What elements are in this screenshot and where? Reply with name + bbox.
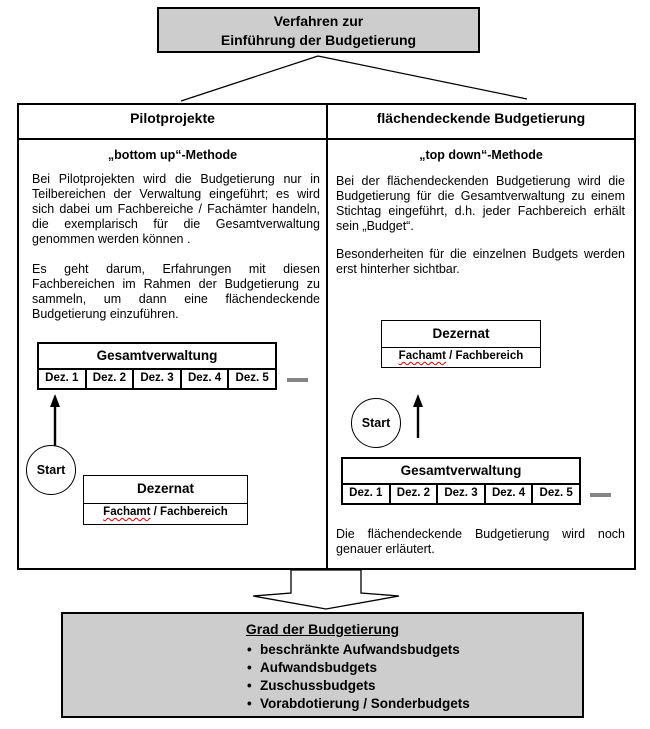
budget-grade-box xyxy=(61,612,584,718)
left-method-title: „bottom up“-Methode xyxy=(107,148,238,162)
table-cell-dez4: Dez. 4 xyxy=(486,485,534,503)
title-line-1: Verfahren zur xyxy=(273,13,364,29)
table-cell-dez5: Dez. 5 xyxy=(539,487,573,499)
misspelled-word: Fachamt xyxy=(398,350,446,362)
right-org-table xyxy=(341,457,581,505)
right-column-body xyxy=(328,140,634,568)
up-arrow-icon xyxy=(410,394,426,440)
gray-dash xyxy=(590,493,611,497)
right-paragraph-1: Bei der flächendeckenden Budgetierung wird die Budgetierung für die Gesamtverwaltung zu einem Stichtag eingeführt, d.h. jeder Fachbereich erhält sein „Budget“. xyxy=(336,174,625,233)
right-footer-note: Die flächendeckende Budgetierung wird noch genauer erläutert. xyxy=(336,527,625,556)
table-cell-dez4: Dez. 4 xyxy=(182,370,230,388)
table-cell-dez2: Dez. 2 xyxy=(391,485,439,503)
branch-connector-lines xyxy=(0,0,650,105)
column-pilotprojekte xyxy=(19,105,328,568)
left-column-header: Pilotprojekte xyxy=(19,105,326,140)
right-paragraph-2: Besonderheiten für die einzelnen Budgets werden erst hinterher sichtbar. xyxy=(336,247,625,276)
dezernat-subtitle xyxy=(382,348,540,362)
down-block-arrow-icon xyxy=(240,570,410,612)
budget-grade-item: • Aufwandsbudgets xyxy=(247,659,582,677)
right-method-title: „top down“-Methode xyxy=(419,148,543,162)
dezernat-title: Dezernat xyxy=(382,321,540,348)
dezernat-title: Dezernat xyxy=(84,476,247,504)
start-label: Start xyxy=(36,463,66,477)
left-column-body xyxy=(19,140,326,568)
left-org-table-cells xyxy=(39,370,275,388)
column-flaechendeckend xyxy=(328,105,634,568)
misspelled-word: Fachamt xyxy=(103,506,151,518)
budget-grade-title: Grad der Budgetierung xyxy=(245,621,400,637)
table-cell-dez3: Dez. 3 xyxy=(134,370,182,388)
gray-dash xyxy=(287,378,308,382)
right-org-table-cells xyxy=(343,485,579,503)
table-cell-dez5: Dez. 5 xyxy=(235,372,269,384)
dezernat-subtitle xyxy=(84,504,247,518)
left-paragraph-2: Es geht darum, Erfahrungen mit diesen Fachbereichen im Rahmen der Budgetierung zu sammeln, um dann eine flächendeckende Budgetierung einzuführen. xyxy=(32,262,320,321)
left-org-table xyxy=(37,342,277,390)
subtitle-rest: / Fachbereich xyxy=(445,350,524,362)
budget-grade-item: • beschränkte Aufwandsbudgets xyxy=(247,641,582,659)
start-circle xyxy=(351,398,401,448)
table-cell-dez2: Dez. 2 xyxy=(87,370,135,388)
budget-grade-list xyxy=(247,641,582,713)
budget-grade-item: • Vorabdotierung / Sonderbudgets xyxy=(247,695,582,713)
budget-grade-item: • Zuschussbudgets xyxy=(247,677,582,695)
right-dezernat-box xyxy=(381,320,541,368)
left-dezernat-box xyxy=(83,475,248,525)
start-label: Start xyxy=(361,416,391,430)
right-column-header: flächendeckende Budgetierung xyxy=(328,105,634,140)
left-org-table-header: Gesamtverwaltung xyxy=(39,344,275,370)
comparison-box xyxy=(17,103,636,570)
start-circle xyxy=(26,445,76,495)
left-paragraph-1: Bei Pilotprojekten wird die Budgetierung nur in Teilbereichen der Verwaltung eingeführt; es wird sich dabei um Fachbereiche / Fachämter handeln, die exemplarisch für die Gesamtverwaltung genommen werden können . xyxy=(32,172,320,246)
right-org-table-header: Gesamtverwaltung xyxy=(343,459,579,485)
title-line-2: Einführung der Budgetierung xyxy=(220,32,417,48)
table-cell-dez1: Dez. 1 xyxy=(343,485,391,503)
table-cell-dez1: Dez. 1 xyxy=(39,370,87,388)
subtitle-rest: / Fachbereich xyxy=(150,506,228,518)
table-cell-dez3: Dez. 3 xyxy=(438,485,486,503)
